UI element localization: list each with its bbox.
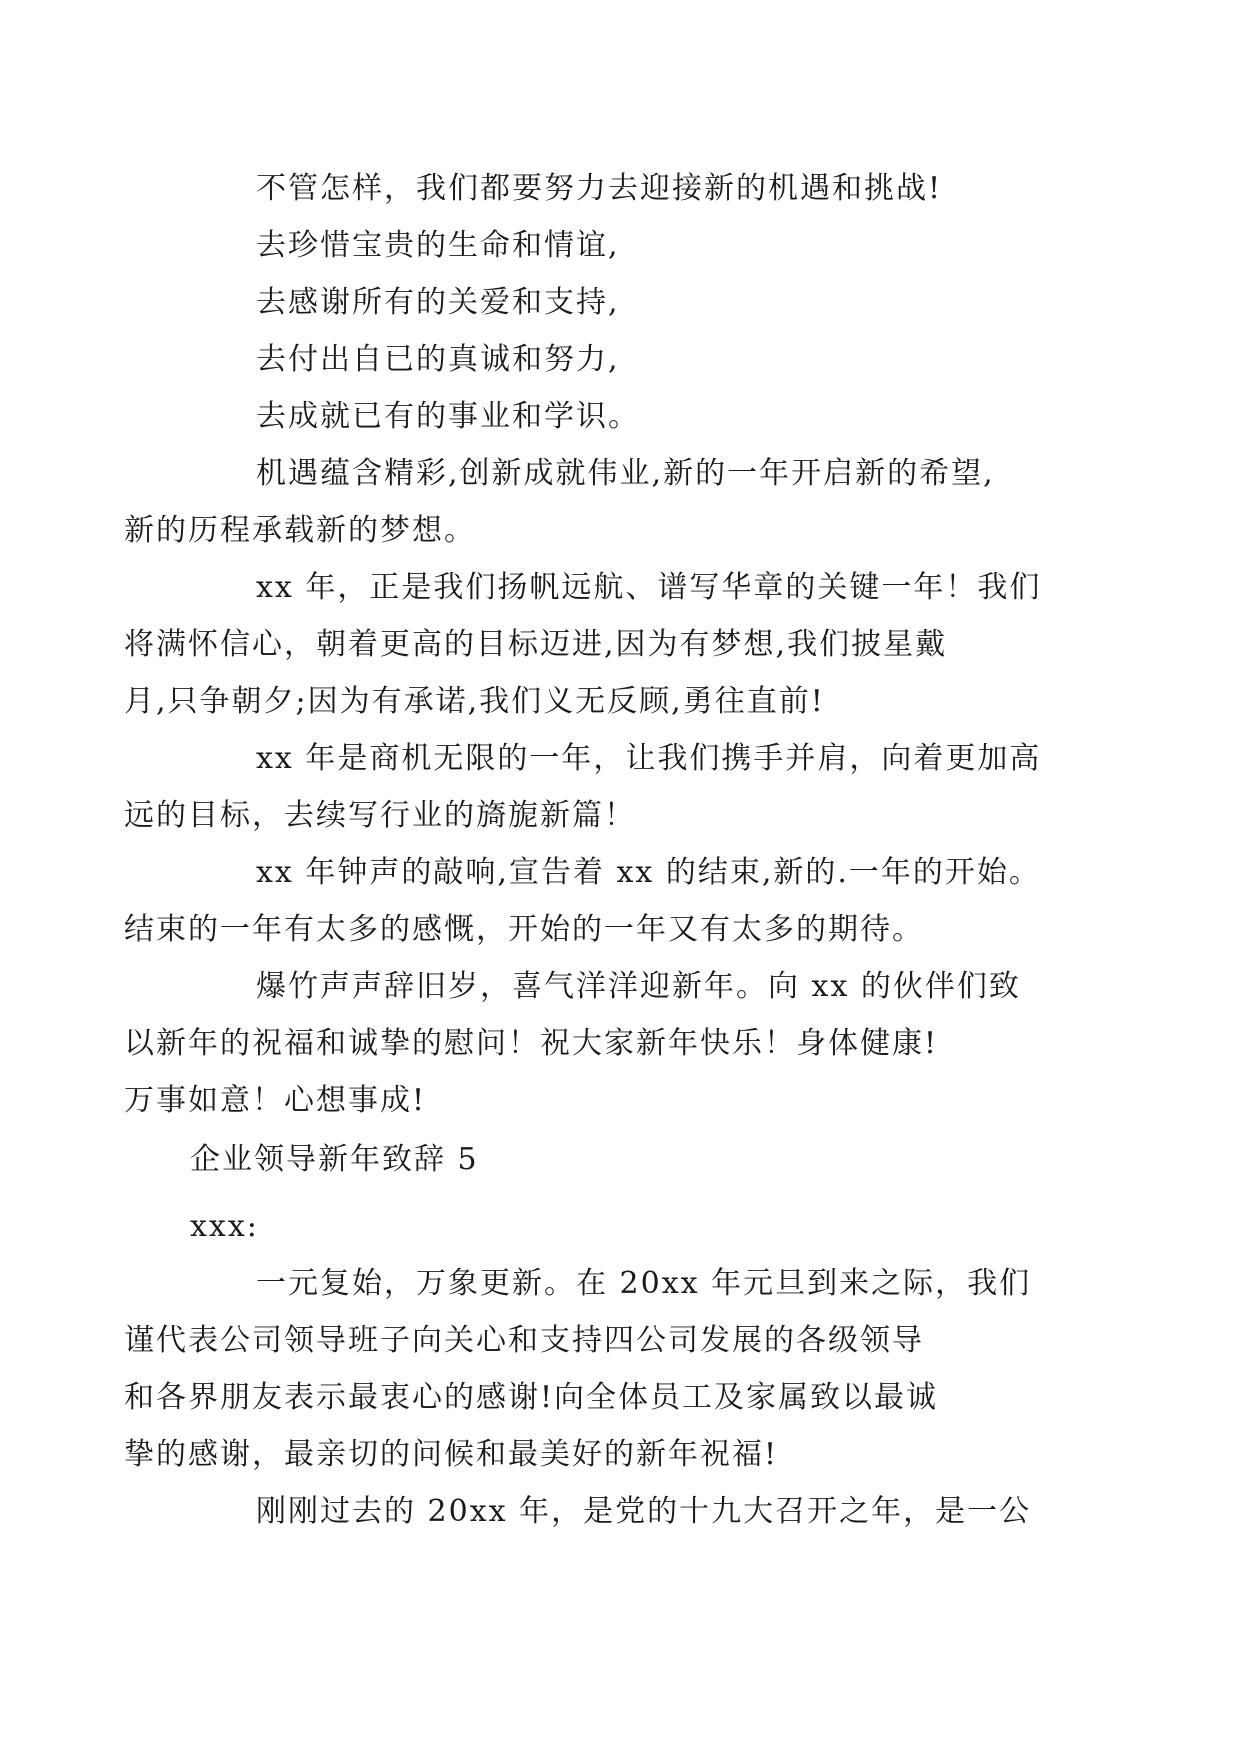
text-line: 将满怀信心，朝着更高的目标迈进,因为有梦想,我们披星戴: [124, 627, 948, 662]
text-line: 一元复始，万象更新。在 20xx 年元旦到来之际，我们: [256, 1266, 1032, 1301]
text-line: xx 年钟声的敲响,宣告着 xx 的结束,新的.一年的开始。: [256, 855, 1041, 890]
text-line: 结束的一年有太多的感慨，开始的一年又有太多的期待。: [124, 912, 924, 947]
text-line: 爆竹声声辞旧岁，喜气洋洋迎新年。向 xx 的伙伴们致: [256, 969, 1021, 1004]
paragraph: [124, 958, 1060, 1129]
text-line: 去付出自已的真诚和努力,: [256, 342, 620, 377]
text-line: 新的历程承载新的梦想。: [124, 513, 476, 548]
paragraph-line: [190, 217, 1060, 274]
text-line: 去感谢所有的关爱和支持,: [256, 285, 620, 320]
text-line: 挚的感谢，最亲切的问候和最美好的新年祝福!: [124, 1437, 779, 1472]
paragraph-line: [190, 160, 1060, 217]
text-line: 去成就已有的事业和学识。: [256, 399, 640, 434]
paragraph: [124, 559, 1060, 730]
paragraph: [190, 1483, 1060, 1540]
salutation: xxx:: [190, 1209, 259, 1244]
text-line: 以新年的祝福和诚挚的慰问！祝大家新年快乐！身体健康!: [124, 1026, 939, 1061]
paragraph-line: [190, 274, 1060, 331]
text-line: 万事如意！心想事成!: [124, 1083, 427, 1118]
text-line: 远的目标，去续写行业的旖旎新篇！: [124, 798, 636, 833]
text-line: xx 年是商机无限的一年，让我们携手并肩，向着更加高: [256, 741, 1042, 776]
text-line: 机遇蕴含精彩,创新成就伟业,新的一年开启新的希望,: [256, 456, 995, 491]
text-line: 月,只争朝夕;因为有承诺,我们义无反顾,勇往直前!: [124, 684, 825, 719]
paragraph: [124, 730, 1060, 844]
text-line: xx 年，正是我们扬帆远航、谱写华章的关键一年！我们: [256, 570, 1042, 605]
paragraph-line: [190, 331, 1060, 388]
paragraph: [124, 445, 1060, 559]
text-line: 不管怎样，我们都要努力去迎接新的机遇和挑战!: [256, 171, 943, 206]
paragraph: [124, 844, 1060, 958]
document-body: [124, 160, 1060, 1540]
text-line: 谨代表公司领导班子向关心和支持四公司发展的各级领导: [124, 1323, 924, 1358]
paragraph: [124, 1255, 1060, 1483]
text-line: 和各界朋友表示最衷心的感谢!向全体员工及家属致以最诚: [124, 1380, 939, 1415]
section-heading: 企业领导新年致辞 5: [190, 1142, 479, 1177]
paragraph-line: [190, 388, 1060, 445]
text-line: 去珍惜宝贵的生命和情谊,: [256, 228, 620, 263]
text-line: 刚刚过去的 20xx 年，是党的十九大召开之年，是一公: [256, 1494, 1032, 1529]
